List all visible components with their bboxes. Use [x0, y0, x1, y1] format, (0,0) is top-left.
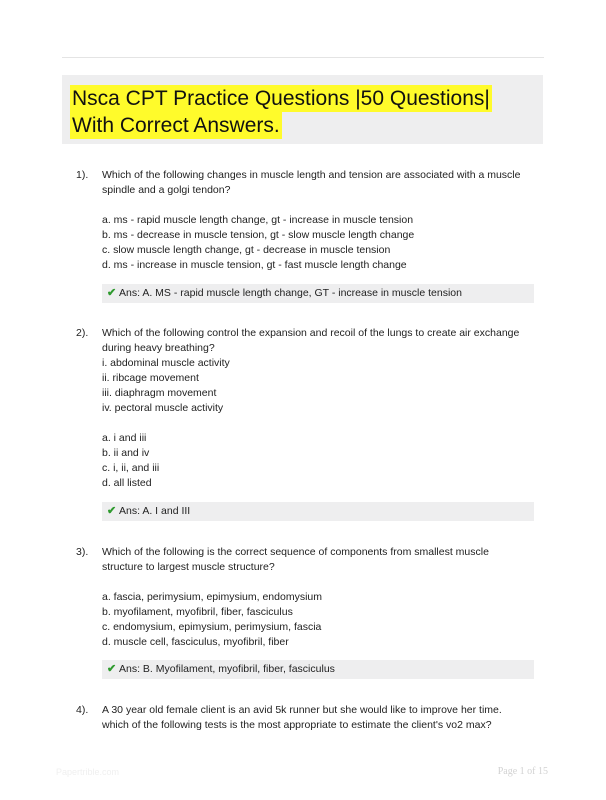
option-c: c. slow muscle length change, gt - decrease in muscle tension: [102, 244, 391, 256]
question-text-line: iv. pectoral muscle activity: [102, 402, 224, 414]
question-number: 3).: [76, 546, 89, 558]
checkmark-icon: ✔: [107, 505, 117, 517]
page-title-line-1: Nsca CPT Practice Questions |50 Questions|: [72, 87, 490, 110]
question-text-line: spindle and a golgi tendon?: [102, 184, 231, 196]
checkmark-icon: ✔: [107, 663, 117, 675]
question-body: [102, 326, 542, 491]
question-number: 1).: [76, 169, 89, 181]
option-c: c. i, ii, and iii: [102, 462, 160, 474]
option-b: b. ms - decrease in muscle tension, gt - slow muscle length change: [102, 229, 415, 241]
option-a: a. ms - rapid muscle length change, gt - increase in muscle tension: [102, 214, 414, 226]
question-text-line: which of the following tests is the most appropriate to estimate the client's vo2 max?: [102, 719, 492, 731]
footer-watermark: Papertrible.com: [56, 767, 120, 777]
title-banner: [62, 75, 543, 144]
option-d: d. muscle cell, fasciculus, myofibril, fiber: [102, 636, 289, 648]
question-text-line: during heavy breathing?: [102, 342, 215, 354]
page-number: Page 1 of 15: [497, 766, 548, 777]
question-text-line: Which of the following changes in muscle length and tension are associated with a muscle: [102, 169, 521, 181]
question-text-line: Which of the following control the expansion and recoil of the lungs to create air exchange: [102, 327, 520, 339]
question-text-line: ii. ribcage movement: [102, 372, 199, 384]
answer-text: Ans: B. Myofilament, myofibril, fiber, fasciculus: [119, 663, 335, 675]
page-title: [70, 85, 510, 139]
answer-box: [102, 502, 534, 521]
checkmark-icon: ✔: [107, 287, 117, 299]
option-b: b. ii and iv: [102, 447, 150, 459]
question-number: 2).: [76, 327, 89, 339]
option-d: d. ms - increase in muscle tension, gt - fast muscle length change: [102, 259, 407, 271]
question-body: [102, 168, 542, 273]
answer-box: [102, 284, 534, 303]
question-text-line: A 30 year old female client is an avid 5k runner but she would like to improve her time.: [102, 704, 502, 716]
question-body: [102, 545, 542, 650]
answer-box: [102, 660, 534, 679]
answer-text: Ans: A. I and III: [119, 505, 191, 517]
answer-text: Ans: A. MS - rapid muscle length change, GT - increase in muscle tension: [119, 287, 462, 299]
question-text-line: structure to largest muscle structure?: [102, 561, 275, 573]
question-text-line: iii. diaphragm movement: [102, 387, 217, 399]
page-title-line-2: With Correct Answers.: [72, 114, 280, 137]
option-b: b. myofilament, myofibril, fiber, fasciculus: [102, 606, 293, 618]
option-a: a. fascia, perimysium, epimysium, endomysium: [102, 591, 322, 603]
option-a: a. i and iii: [102, 432, 147, 444]
question-text-line: i. abdominal muscle activity: [102, 357, 230, 369]
option-d: d. all listed: [102, 477, 152, 489]
option-c: c. endomysium, epimysium, perimysium, fascia: [102, 621, 322, 633]
top-divider: [62, 57, 544, 58]
question-number: 4).: [76, 704, 89, 716]
question-body: [102, 703, 542, 733]
question-text-line: Which of the following is the correct sequence of components from smallest muscle: [102, 546, 489, 558]
